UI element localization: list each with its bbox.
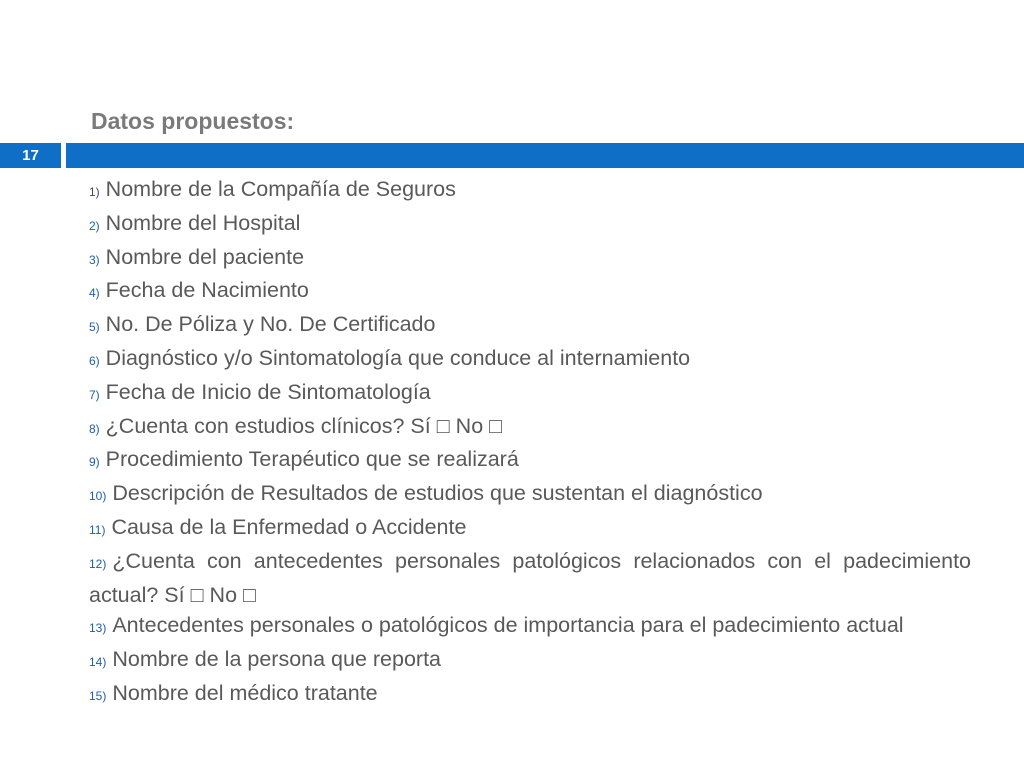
list-item — [89, 377, 971, 411]
item-text: No. De Póliza y No. De Certificado — [105, 312, 436, 337]
item-number: 3) — [89, 252, 100, 267]
list-item — [89, 242, 971, 276]
item-number: 4) — [89, 286, 100, 301]
item-text: ¿Cuenta con antecedentes personales patológicos relacionados con el padecimiento actual? Sí □ No □ — [89, 548, 971, 607]
item-number: 5) — [89, 320, 100, 335]
item-text: Antecedentes personales o patológicos de importancia para el padecimiento actual — [112, 613, 904, 638]
item-text: Nombre del Hospital — [105, 210, 301, 235]
list-item — [89, 678, 971, 712]
item-number: 13) — [89, 621, 107, 636]
item-text: Nombre de la persona que reporta — [112, 647, 442, 672]
item-number: 6) — [89, 353, 100, 368]
item-text: Nombre del paciente — [105, 244, 305, 269]
list-item — [89, 174, 971, 208]
item-number: 7) — [89, 387, 100, 402]
numbered-list — [89, 174, 971, 712]
list-item — [89, 275, 971, 309]
item-number: 15) — [89, 688, 107, 703]
item-text: Fecha de Inicio de Sintomatología — [105, 379, 431, 404]
list-item — [89, 444, 971, 478]
item-text: Diagnóstico y/o Sintomatología que conduce al internamiento — [105, 345, 691, 370]
item-number: 12) — [89, 556, 107, 571]
list-item — [89, 546, 971, 611]
list-item — [89, 309, 971, 343]
item-text: Procedimiento Terapéutico que se realizará — [105, 447, 519, 472]
item-text: Fecha de Nacimiento — [105, 278, 309, 303]
item-number: 14) — [89, 655, 107, 670]
item-number: 1) — [89, 185, 100, 199]
list-item — [89, 343, 971, 377]
list-item — [89, 478, 971, 512]
list-item — [89, 411, 971, 445]
list-item — [89, 610, 971, 644]
list-item — [89, 512, 971, 546]
item-text: Nombre del médico tratante — [112, 680, 378, 705]
list-item — [89, 208, 971, 242]
item-text: ¿Cuenta con estudios clínicos? Sí □ No □ — [105, 413, 503, 438]
item-text: Nombre de la Compañía de Seguros — [105, 177, 456, 201]
item-text: Causa de la Enfermedad o Accidente — [111, 514, 467, 539]
slide-number: 17 — [0, 143, 61, 168]
item-number: 9) — [89, 455, 100, 470]
item-text: Descripción de Resultados de estudios que sustentan el diagnóstico — [112, 481, 763, 506]
item-number: 2) — [89, 218, 100, 233]
slide-title: Datos propuestos: — [91, 108, 295, 134]
title-accent-bar — [66, 143, 1024, 168]
item-number: 8) — [89, 421, 100, 436]
list-item — [89, 644, 971, 678]
item-number: 11) — [89, 522, 106, 537]
item-number: 10) — [89, 489, 107, 504]
